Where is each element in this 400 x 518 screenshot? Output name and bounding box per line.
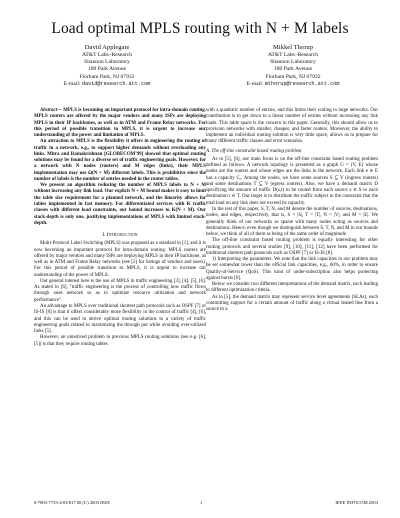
subsection-heading: A. The off-line constraint based routing problem [206, 148, 302, 154]
body-paragraph: As in [5], the demand matrix may represent service level agreements (SLAs), each committing support for a certain amount of traffic along a virtual leased line from a source to a [206, 294, 378, 313]
author-name: Mikkel Thorup [273, 44, 313, 51]
paper-title: Load optimal MPLS routing with N + M labels [51, 20, 349, 37]
author-block [14, 44, 386, 88]
author-center: Shannon Laboratory [84, 59, 130, 66]
body-paragraph: Multi-Protocol Label Switching (MPLS) was proposed as a standard in [1], and it is now becoming an important protocol for intra-domain routing. MPLS routers are offered by major vendors and many ISPs are deploying MPLS in their IP backbone, as well as in ATM and Frame Relay networks (see [2] for listings of vendors and users). For this period of possible transition to MPLS, it is urgent to increase our understanding of the power of MPLS. [34, 241, 206, 278]
body-paragraph: with a quadratic number of entries, and this limits their scaling to large networks. Our contribution is to get down to a linear number of entries without increasing any link loads. This table space is the concern in this paper. Generally, this should allow us to provision networks with smaller, cheaper, and faster routers. Moreover, the ability to implement an individual routing solution is very little space, allows us to prepare for many different traffic classes and error scenarios. [206, 108, 378, 145]
left-column [34, 108, 206, 348]
author-city: Florham Park, NJ 07932 [265, 73, 321, 80]
author-org: AT&T Labs–Research [267, 52, 319, 58]
body-paragraph: In the rest of this paper, S, T, N, and M denote the number of sources, destinations, nodes, and edges, respectively, that is, S = |S|, T = |T|, N = |V|, and M = |E|. We generally think of our networks as sparse with many nodes acting as sources and destinations. Hence, even though we distinguish between S, T, N, and M in our bounds below, we think of all of them as being of the same order of magnitude. [206, 206, 378, 238]
author-1 [14, 44, 200, 88]
page-number: 1 [200, 500, 203, 505]
author-email-line [14, 81, 200, 88]
section-heading-introduction: I. Introduction [102, 232, 138, 239]
right-column [206, 108, 378, 314]
email-label: E-mail: [246, 80, 264, 87]
author-name: David Applegate [84, 44, 130, 51]
body-paragraph: Our general interest here is the use of MPLS in traffic engineering [3], [4], [5], [6]. As stated in [6], "traffic engineering is the process of controlling how traffic flows through ones network so as to optimize resource utilization and network performance". [34, 278, 206, 303]
body-paragraph: Below we consider two different interpretations of the demand matrix, each leading to different optimization criteria. [206, 282, 378, 294]
author-email-line [200, 81, 386, 88]
body-paragraph: As in [5], [6], our main focus is on the off-line constraint based routing problem defined as follows. A network topology is presented as a graph G = (V, E) whose nodes are the routers and whose edges are the links in the network. Each link e ∈ E has a capacity Cₑ. Among the nodes, we have some sources S ⊆ V (ingress routers) and some destinations T ⊆ V (egress routers). Also, we have a demand matrix D specifying the amount of traffic D(s,t) to be routed from each source s ∈ S to each destination t ∈ T. Our target is to distribute the traffic subject to the constraint that the total load on any link does not exceed its capacity. [206, 156, 378, 206]
email-label: E-mail: [63, 80, 81, 87]
author-org: AT&T Labs–Research [81, 52, 133, 58]
footer-copyright: 0-7803-7753-2/03/$17.00 (C) 2003 IEEE [34, 500, 111, 505]
abstract-paragraph: An attraction to MPLS is the flexibility it offers in engineering the routing of traffic in a network, e.g., to support higher demands without overloading any links. Mitra and Ramakrishnan [GLOBECOM'99] showed that optimal routing solutions may be found for a diverse set of traffic engineering goals. However, for a network with N nodes (routers) and M edges (links), their MPLS implementation may use Ω(N × M) different labels. This is prohibitive since the number of labels is the number of entries needed in the router tables. [34, 139, 206, 182]
author-street: 180 Park Avenue [87, 66, 127, 73]
author-2 [200, 44, 386, 88]
author-center: Shannon Laboratory [270, 59, 316, 66]
author-city: Florham Park, NJ 07932 [79, 73, 135, 80]
page-footer [34, 500, 378, 505]
abstract-paragraph: Abstract— MPLS is becoming an important protocol for intra-domain routing. MPLS routers are offered by the major vendors and many ISPs are deploying MPLS in their IP backbones, as well as in ATM and Frame Relay networks. For this period of possible transition to MPLS, it is urgent to increase our understanding of the power and limitation of MPLS. [34, 108, 206, 139]
body-paragraph: The off-line constraint based routing problem is equally interesting for other routing protocols and several studies [9], [10], [11], [12] have been performed for traditional shortest path protocols such as OSPF [7] or IS-IS [8]. [206, 238, 378, 256]
body-paragraph: However, an unnoticed problem in previous MPLS routing solutions (see e.g. [6], [5]) is that they require routing tables [34, 335, 206, 347]
body-paragraph: An advantage to MPLS over traditional shortest path protocols such as OSPF [7] or IS-IS [8] is that it offers considerably more flexibility in the control of traffic [4], [6], and this can be used to derive optimal routing solutions to a variety of traffic engineering goals related to maximizing the through put while avoiding over-utilized links [5]. [34, 303, 206, 335]
abstract-label: Abstract [40, 108, 58, 113]
footer-venue: IEEE INFOCOM 2003 [335, 500, 378, 505]
body-paragraph: 1) Interpreting the parameters. We note that the link capacities in our problem may be set somewhat lower than the official link capacities, e.g., 60%, in order to ensure Quality-of-Service (QoS). This kind of under-subscription also helps protecting against bursts [6]. [206, 257, 378, 281]
abstract-paragraph: We present an algorithm reducing the number of MPLS labels to N + M without increasing any link load. Our explicit N + M bound makes it easy to limit the table size requirement for a planned network, and the linearity allows for tables implemented in fast memory. For differentiated services with K traffic classes with different load constraints, our bound increases to K(N + M). Our stack-depth is only one, justifying implementations of MPLS with limited stack-depth. [34, 183, 206, 226]
author-email[interactable]: mthorup@research.att.com [264, 80, 340, 87]
author-email[interactable]: david@research.att.com [81, 80, 151, 87]
author-street: 180 Park Avenue [273, 66, 313, 73]
